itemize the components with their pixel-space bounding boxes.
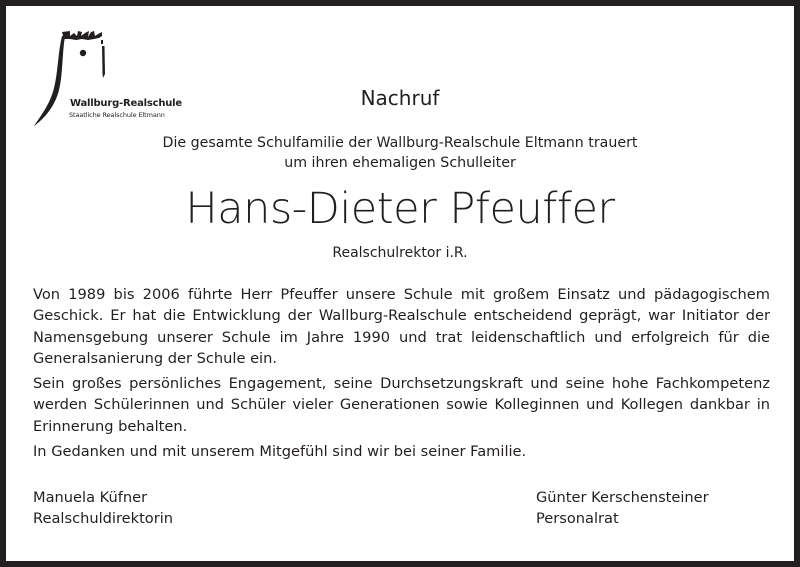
paragraph-career: Von 1989 bis 2006 führte Herr Pfeuffer unsere Schule mit großem Einsatz und pädagogischem Geschick. Er hat die Entwicklung der Wallburg-Realschule entscheidend geprägt, war Initiator der Namensgebung unserer Schule im Jahre 1990 und trat leidenschaftlich und erfolgreich für die Generalsanierung der Schule ein. <box>33 286 770 367</box>
page-title: Nachruf <box>360 86 440 110</box>
paragraph-engagement: Sein großes persönliches Engagement, seine Durchsetzungskraft und seine hohe Fachkompetenz werden Schülerinnen und Schüler vieler Generationen sowie Kolleginnen und Kollegen dankbar in Erinnerung behalten. <box>33 375 770 435</box>
school-logo <box>28 22 208 132</box>
logo-school-name: Wallburg-Realschule <box>70 98 182 109</box>
paragraph-condolence: In Gedanken und mit unserem Mitgefühl sind wir bei seiner Familie. <box>33 443 527 460</box>
signature-role: Personalrat <box>536 510 619 527</box>
signature-role: Realschuldirektorin <box>33 510 174 527</box>
deceased-name: Hans-Dieter Pfeuffer <box>185 184 615 234</box>
intro-text <box>0 133 800 173</box>
logo-school-subtitle: Staatliche Realschule Eltmann <box>69 111 165 119</box>
deceased-title: Realschulrektor i.R. <box>332 245 468 261</box>
signature-right <box>536 487 709 529</box>
intro-line-2: um ihren ehemaligen Schulleiter <box>284 155 516 171</box>
signature-name: Günter Kerschensteiner <box>536 489 709 506</box>
signature-left <box>33 487 173 529</box>
signature-name: Manuela Küfner <box>33 489 148 506</box>
intro-line-1: Die gesamte Schulfamilie der Wallburg-Realschule Eltmann trauert <box>162 135 638 151</box>
